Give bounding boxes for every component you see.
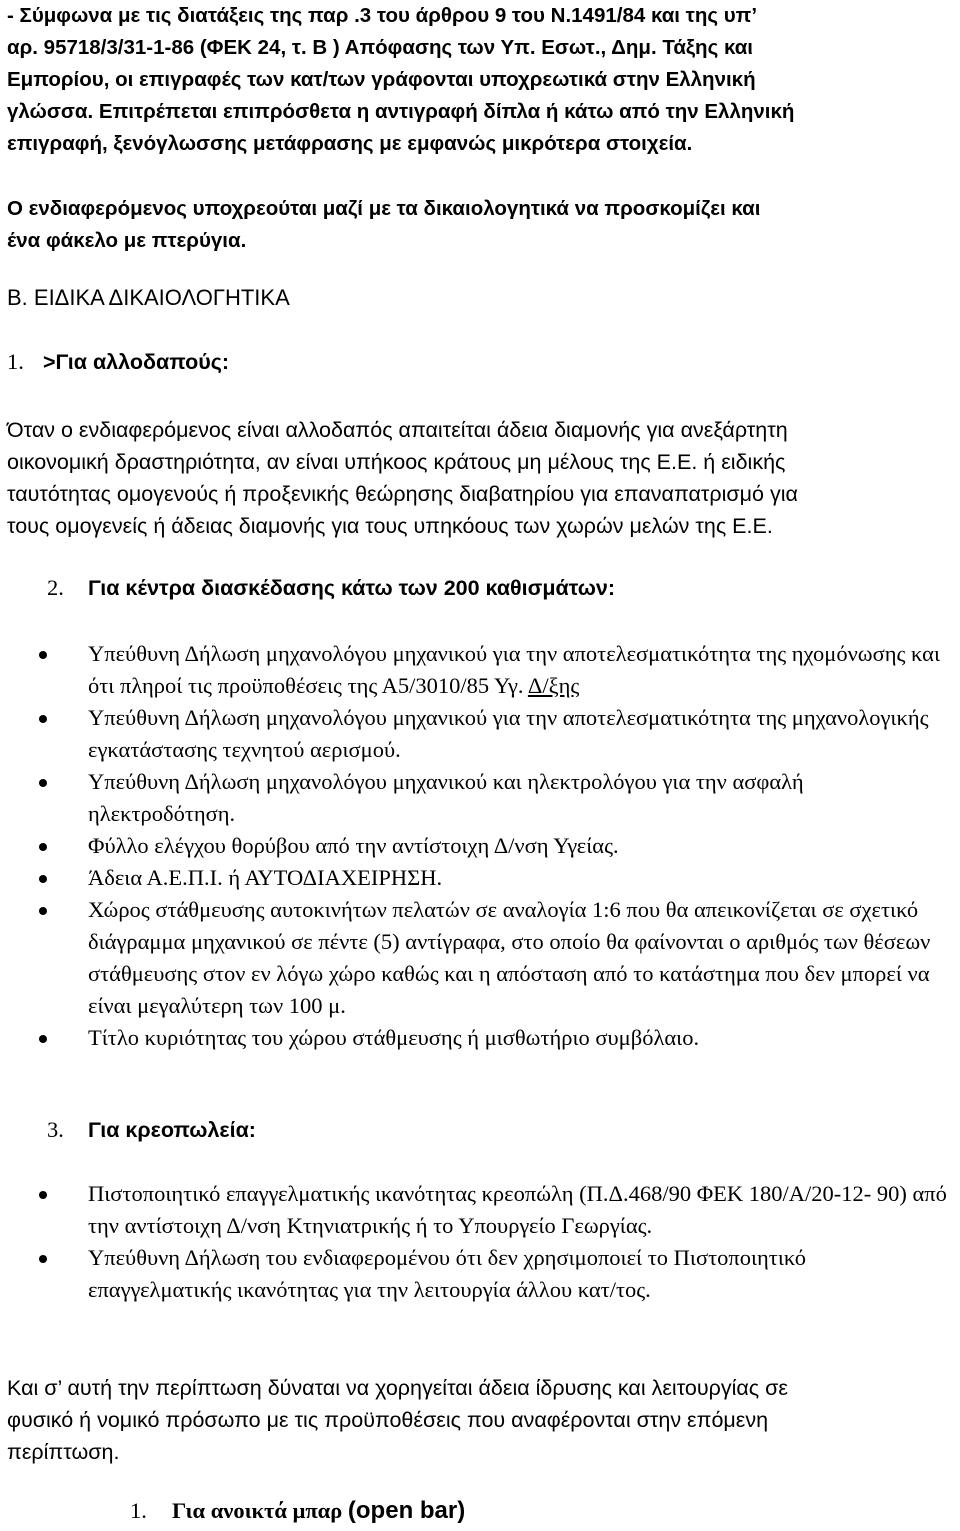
list-item: Πιστοποιητικό επαγγελματικής ικανότητας κρεοπώλη (Π.Δ.468/90 ΦΕΚ 180/Α/20-12- 90) από την αντίστοιχη Δ/νση Κτηνιατρικής ή το Υπουργείο Γεωργίας. bbox=[0, 1178, 950, 1242]
intro-line: επιγραφή, ξενόγλωσσης μετάφρασης με εμφανώς μικρότερα στοιχεία. bbox=[7, 132, 693, 155]
item2-title: Για κέντρα διασκέδασης κάτω των 200 καθισμάτων: bbox=[88, 576, 616, 600]
next-item-title-greek: Για ανοικτά μπαρ bbox=[172, 1498, 343, 1523]
item2-bullet-list bbox=[0, 638, 960, 1054]
item1-text-line: ταυτότητας ομογενούς ή προξενικής θεώρησης διαβατηρίου για επαναπατρισμό για bbox=[7, 482, 798, 506]
item1-number: 1. bbox=[7, 349, 24, 374]
item1-text bbox=[7, 414, 952, 542]
item2-number: 2. bbox=[47, 575, 64, 600]
list-item: Φύλλο ελέγχου θορύβου από την αντίστοιχη Δ/νση Υγείας. bbox=[0, 830, 950, 862]
list-item: Τίτλο κυριότητας του χώρου στάθμευσης ή μισθωτήριο συμβόλαιο. bbox=[0, 1022, 950, 1054]
list-item: Υπεύθυνη Δήλωση μηχανολόγου μηχανικού και ηλεκτρολόγου για την ασφαλή ηλεκτροδότηση. bbox=[0, 766, 950, 830]
next-item-title-latin: (open bar) bbox=[347, 1497, 466, 1524]
intro-line: αρ. 95718/3/31-1-86 (ΦΕΚ 24, τ. Β ) Απόφασης των Υπ. Εσωτ., Δημ. Τάξης και bbox=[7, 36, 753, 59]
envelope-note-line: ένα φάκελο με πτερύγια. bbox=[7, 229, 247, 252]
intro-line: Εμπορίου, οι επιγραφές των κατ/των γράφονται υποχρεωτικά στην Ελληνική bbox=[7, 68, 756, 91]
item3-title: Για κρεοπωλεία: bbox=[88, 1118, 256, 1142]
item1-text-line: τους ομογενείς ή άδειας διαμονής για τους υπηκόους των χωρών μελών της Ε.Ε. bbox=[7, 514, 773, 538]
item1-title: >Για αλλοδαπούς: bbox=[43, 350, 230, 374]
intro-paragraph bbox=[7, 0, 952, 160]
closing-paragraph bbox=[7, 1372, 952, 1468]
intro-line: - Σύμφωνα με τις διατάξεις της παρ .3 του άρθρου 9 του Ν.1491/84 και της υπ’ bbox=[7, 4, 758, 27]
list-item: Χώρος στάθμευσης αυτοκινήτων πελατών σε αναλογία 1:6 που θα απεικονίζεται σε σχετικό διάγραμμα μηχανικού σε πέντε (5) αντίγραφα, στο οποίο θα φαίνονται ο αριθμός των θέσεων στάθμευσης στον εν λόγω χώρο καθώς και η απόσταση από το κατάστημα που δεν μπορεί να είναι μεγαλύτερη των 100 μ. bbox=[0, 894, 950, 1022]
list-item: Υπεύθυνη Δήλωση μηχανολόγου μηχανικού για την αποτελεσματικότητα της ηχομόνωσης και ότι πληροί τις προϋποθέσεις της Α5/3010/85 Υγ. Δ/ξης bbox=[0, 638, 950, 702]
item3-bullet-list bbox=[0, 1178, 960, 1306]
item3-number: 3. bbox=[47, 1117, 64, 1142]
next-item-number: 1. bbox=[130, 1498, 147, 1523]
closing-line: φυσικό ή νομικό πρόσωπο με τις προϋποθέσεις που αναφέρονται στην επόμενη bbox=[7, 1408, 769, 1432]
next-item-title bbox=[172, 1497, 465, 1525]
item1-text-line: Όταν ο ενδιαφερόμενος είναι αλλοδαπός απαιτείται άδεια διαμονής για ανεξάρτητη bbox=[7, 418, 788, 442]
closing-line: περίπτωση. bbox=[7, 1440, 120, 1464]
list-item: Άδεια Α.Ε.Π.Ι. ή ΑΥΤΟΔΙΑΧΕΙΡΗΣΗ. bbox=[0, 862, 950, 894]
envelope-note bbox=[7, 193, 952, 257]
list-item: Υπεύθυνη Δήλωση μηχανολόγου μηχανικού για την αποτελεσματικότητα της μηχανολογικής εγκατάστασης τεχνητού αερισμού. bbox=[0, 702, 950, 766]
closing-line: Και σ’ αυτή την περίπτωση δύναται να χορηγείται άδεια ίδρυσης και λειτουργίας σε bbox=[7, 1376, 788, 1400]
section-b-title: Β. ΕΙΔΙΚΑ ΔΙΚΑΙΟΛΟΓΗΤΙΚΑ bbox=[7, 285, 290, 310]
envelope-note-line: Ο ενδιαφερόμενος υποχρεούται μαζί με τα δικαιολογητικά να προσκομίζει και bbox=[7, 197, 761, 220]
item1-text-line: οικονομική δραστηριότητα, αν είναι υπήκοος κράτους μη μέλους της Ε.Ε. ή ειδικής bbox=[7, 450, 786, 474]
intro-line: γλώσσα. Επιτρέπεται επιπρόσθετα η αντιγραφή δίπλα ή κάτω από την Ελληνική bbox=[7, 100, 795, 123]
abbreviation-link: Δ/ξης bbox=[527, 673, 580, 698]
list-item: Υπεύθυνη Δήλωση του ενδιαφερομένου ότι δεν χρησιμοποιεί το Πιστοποιητικό επαγγελματικής ικανότητας για την λειτουργία άλλου κατ/τος. bbox=[0, 1242, 950, 1306]
